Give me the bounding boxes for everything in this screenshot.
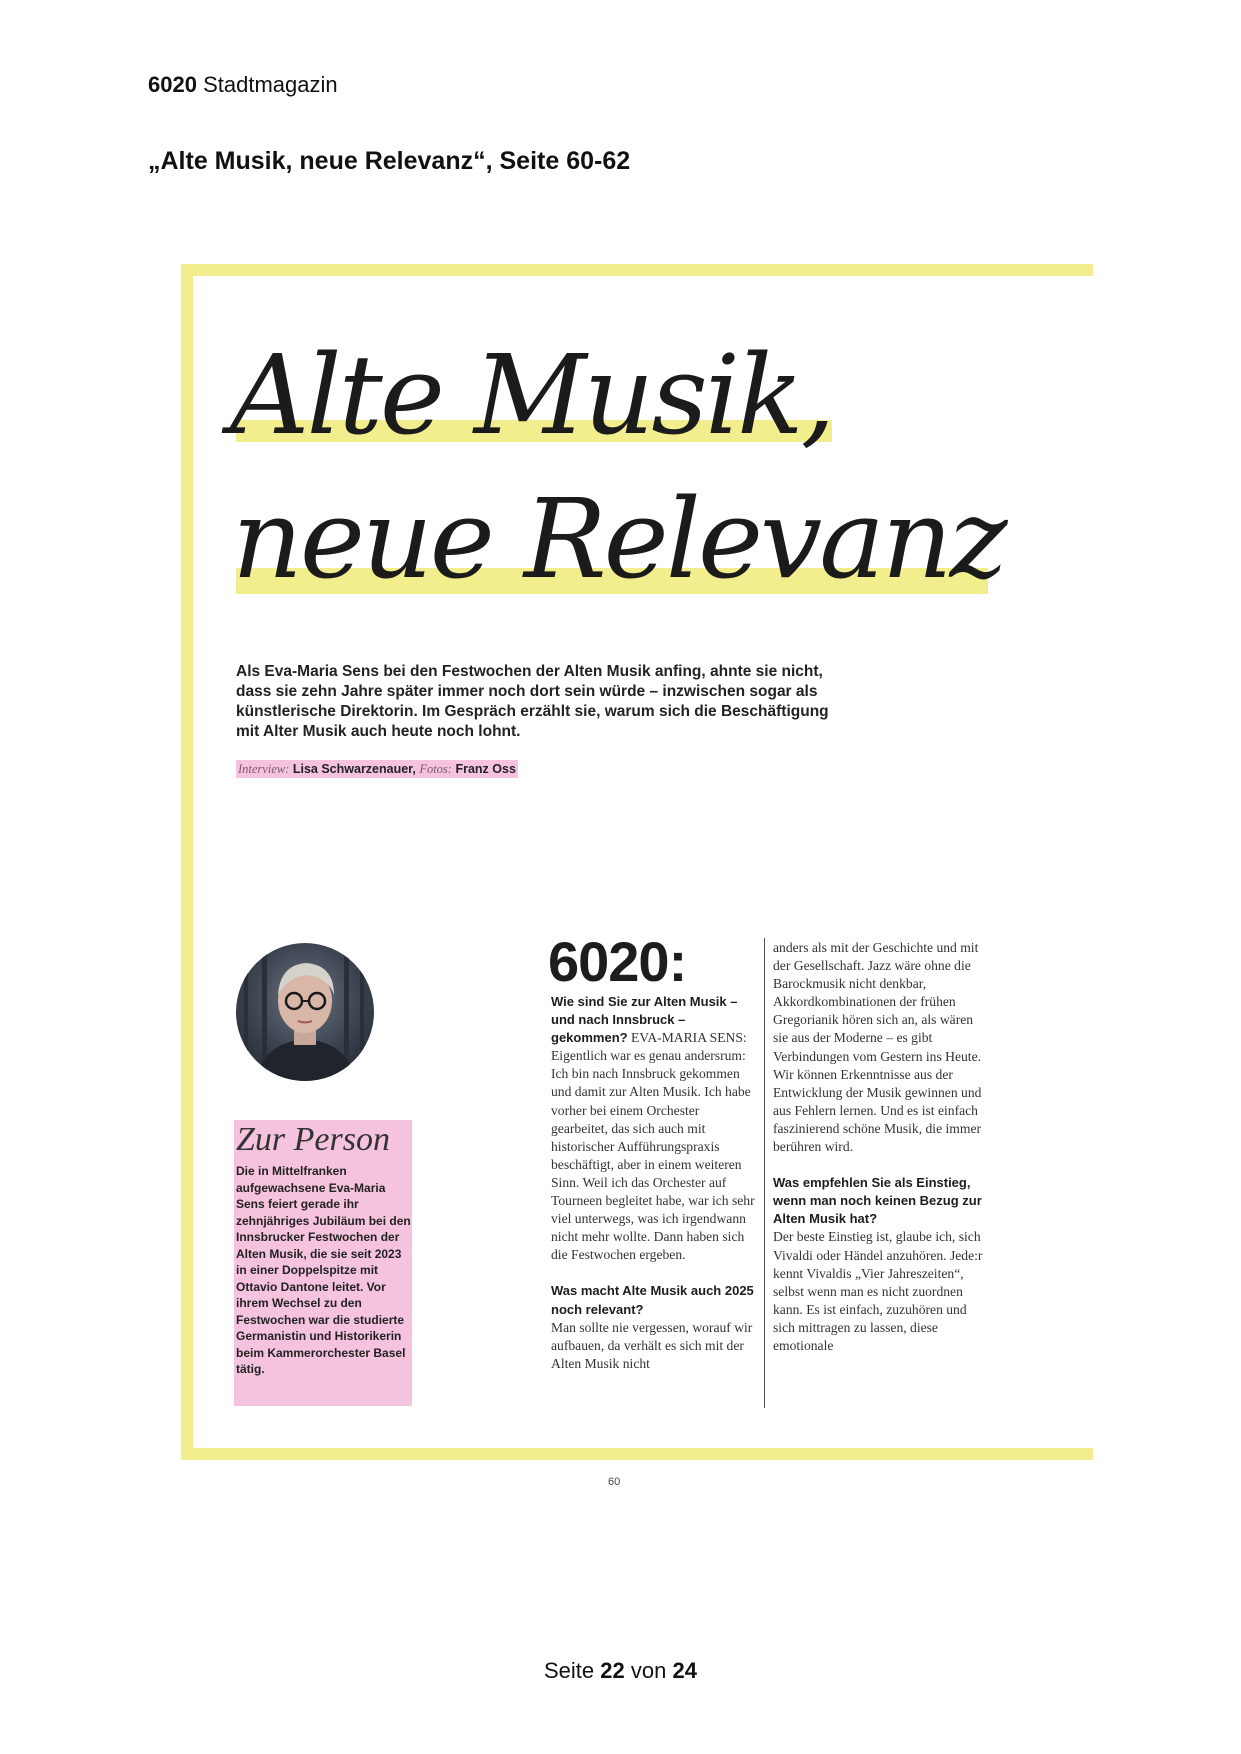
headline-line-1: Alte Musik, xyxy=(230,331,833,459)
question-1: Wie sind Sie zur Alten Musik – und nach Innsbruck – gekommen? xyxy=(551,994,738,1046)
footer-label-of: von xyxy=(630,1658,667,1683)
footer-current-page: 22 xyxy=(600,1658,625,1683)
column-divider xyxy=(764,938,765,1408)
profile-box xyxy=(234,1120,412,1406)
profile-text: Die in Mittelfranken aufgewachsene Eva-Maria Sens feiert gerade ihr zehnjähriges Jubiläum bei den Innsbrucker Festwochen der Alten Musik, die sie seit 2023 in einer Doppelspitze mit Ottavio Dantone leitet. Vor ihrem Wechsel zu den Festwochen war die studierte Germanistin und Historikerin beim Kammerorchester Basel tätig. xyxy=(236,1164,411,1376)
document-header xyxy=(148,72,338,98)
footer-label-page: Seite xyxy=(544,1658,595,1683)
article-lead: Als Eva-Maria Sens bei den Festwochen der Alten Musik anfing, ahnte sie nicht, dass sie zehn Jahre später immer noch dort sein würde – inzwischen sogar als künstlerische Direktorin. Im Gespräch erzählt sie, warum sich die Beschäftigung mit Alter Musik auch heute noch lohnt. xyxy=(236,663,829,740)
photographer-name: Franz Oss xyxy=(455,762,516,776)
answer-1: EVA-MARIA SENS: Eigentlich war es genau andersrum: Ich bin nach Innsbruck gekommen und damit zur Alten Musik. Ich habe vorher bei einem Orchester gearbeitet, das sich auch mit historischer Aufführungspraxis beschäftigt, aber in einem weiteren Sinn. Weil ich das Orchester auf Tourneen begleitet habe, war ich sehr viel unterwegs, was ich irgendwann nicht mehr wollte. Dann haben sich die Festwochen ergeben. xyxy=(551,1030,755,1263)
interview-column-2 xyxy=(773,939,983,1355)
interview-label: Interview: xyxy=(238,762,290,776)
question-3: Was empfehlen Sie als Einstieg, wenn man noch keinen Bezug zur Alten Musik hat? xyxy=(773,1175,982,1227)
question-2: Was macht Alte Musik auch 2025 noch relevant? xyxy=(551,1283,754,1317)
portrait-photo xyxy=(236,943,374,1081)
footer-total-pages: 24 xyxy=(672,1658,697,1683)
interview-marker: 6020: xyxy=(548,930,687,993)
answer-2-continued: anders als mit der Geschichte und mit der Gesellschaft. Jazz wäre ohne die Barockmusik nicht denkbar, Akkordkombinationen der frühen Gregorianik hören sich an, als wären sie aus der Moderne – es gibt Verbindungen vom Gestern ins Heute. Wir können Erkenntnisse aus der Entwicklung der Musik gewinnen und aus Fehlern lernen. Und es ist einfach faszinierend schöne Musik, die immer berühren wird. xyxy=(773,940,982,1155)
photos-label: Fotos: xyxy=(419,762,452,776)
profile-title: Zur Person xyxy=(236,1121,390,1158)
magazine-number: 6020 xyxy=(148,72,197,97)
portrait-illustration xyxy=(236,943,374,1081)
magazine-name: Stadtmagazin xyxy=(203,72,338,97)
article-credits: Interview: Lisa Schwarzenauer, Fotos: Franz Oss xyxy=(238,762,516,776)
magazine-page-number: 60 xyxy=(608,1476,621,1488)
answer-2: Man sollte nie vergessen, worauf wir aufbauen, da verhält es sich mit der Alten Musik nicht xyxy=(551,1319,753,1371)
interviewer-name: Lisa Schwarzenauer xyxy=(292,762,413,776)
document-subtitle: „Alte Musik, neue Relevanz“, Seite 60-62 xyxy=(148,147,631,175)
answer-3: Der beste Einstieg ist, glaube ich, sich Vivaldi oder Händel anzuhören. Jede:r kennt Vivaldis „Vier Jahreszeiten“, selbst wenn man es nicht zuordnen kann. Es ist einfach, zuzuhören und sich mittragen zu lassen, diese emotionale xyxy=(773,1229,983,1353)
document-footer xyxy=(0,1658,1241,1684)
interview-column-1 xyxy=(551,993,757,1373)
headline-line-2: neue Relevanz xyxy=(232,475,1005,603)
